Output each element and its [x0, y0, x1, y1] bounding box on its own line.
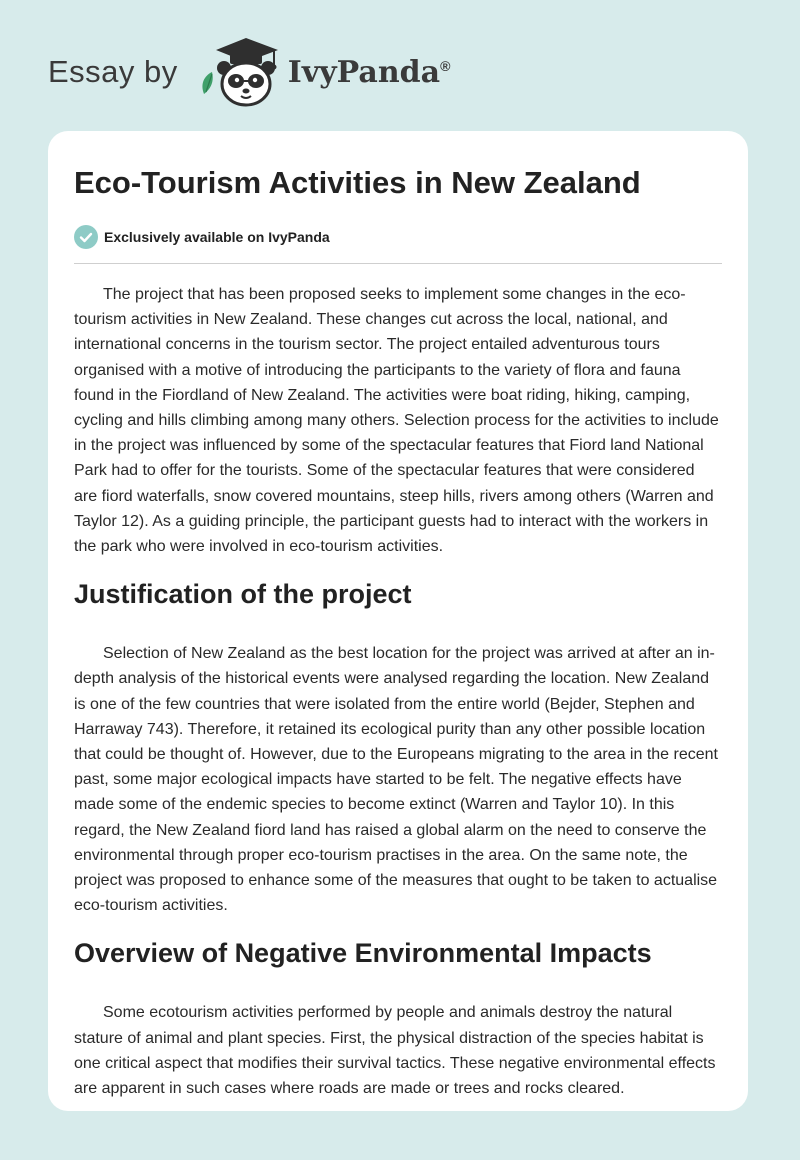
check-circle-icon [74, 225, 98, 249]
essay-by-label: Essay by [48, 54, 178, 89]
section-paragraph-justification: Selection of New Zealand as the best location for the project was arrived at after an in-depth analysis of the historical events were analysed regarding the location. New Zealand is one of the few countries that were isolated from the entire world (Bejder, Stephen and Harraway 743). Therefore, it retained its ecological purity than any other possible location that could be thought of. However, due to the Europeans migrating to the area in the recent past, some major ecological impacts have started to be felt. The negative effects have made some of the endemic species to become extinct (Warren and Taylor 10). In this regard, the New Zealand fiord land has raised a global alarm on the need to conserve the environmental through proper eco-tourism practises in the area. On the same note, the project was proposed to enhance some of the measures that ought to be taken to actualise eco-tourism activities. [74, 645, 718, 915]
brand-name: IvyPanda® [287, 54, 451, 90]
page-title: Eco-Tourism Activities in New Zealand [74, 165, 641, 200]
registered-mark: ® [440, 57, 451, 74]
section-paragraph-negative-impacts: Some ecotourism activities performed by people and animals destroy the natural stature of animal and plant species. First, the physical distraction of the species habitat is one critical aspect that modifies their survival tactics. These negative environmental effects are apparent in such cases where roads are made or trees and rocks cleared. [74, 1004, 716, 1098]
exclusive-label: Exclusively available on IvyPanda [104, 229, 330, 245]
title-divider [74, 263, 722, 264]
intro-paragraph: The project that has been proposed seeks to implement some changes in the eco-tourism activities in New Zealand. These changes cut across the local, national, and international concerns in the tourism sector. The project entailed adventurous tours organised with a motive of introducing the participants to the variety of flora and fauna found in the Fiordland of New Zealand. The activities were boat riding, hiking, camping, cycling and hills climbing among many others. Selection process for the activities to include in the project was influenced by some of the spectacular features that Fiord land National Park had to offer for the tourists. Some of the spectacular features that were considered are fiord waterfalls, snow covered mountains, steep hills, rivers among others (Warren and Taylor 12). As a guiding principle, the participant guests had to interact with the workers in the park who were involved in eco-tourism activities. [74, 286, 719, 556]
essay-card [48, 131, 748, 1111]
site-header [48, 36, 450, 108]
exclusive-badge [74, 225, 722, 249]
section-heading-justification: Justification of the project [74, 579, 412, 610]
panda-logo-icon [196, 36, 284, 108]
section-heading-negative-impacts: Overview of Negative Environmental Impacts [74, 938, 652, 969]
